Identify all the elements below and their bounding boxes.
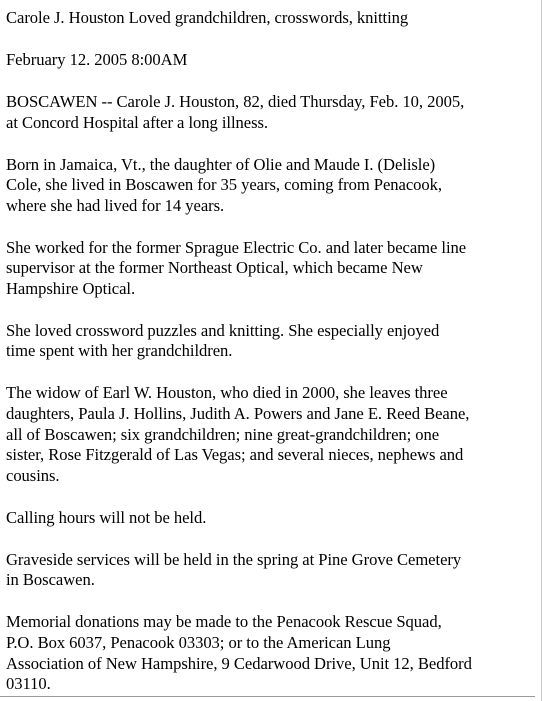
paragraph-line: P.O. Box 6037, Penacook 03303; or to the American Lung	[6, 632, 391, 652]
article-headline: Carole J. Houston Loved grandchildren, crosswords, knitting	[6, 8, 409, 27]
paragraph-line: Hampshire Optical.	[6, 278, 136, 298]
paragraph-line: at Concord Hospital after a long illness.	[6, 112, 269, 132]
paragraph-line: BOSCAWEN -- Carole J. Houston, 82, died Thursday, Feb. 10, 2005,	[6, 91, 465, 111]
paragraph-gap	[6, 216, 540, 237]
paragraph-line: The widow of Earl W. Houston, who died in 2000, she leaves three	[6, 383, 448, 403]
paragraph-gap	[6, 71, 540, 92]
paragraph-gap	[6, 362, 540, 383]
paragraph-line: Association of New Hampshire, 9 Cedarwood Drive, Unit 12, Bedford	[6, 653, 472, 673]
paragraph-line: sister, Rose Fitzgerald of Las Vegas; and several nieces, nephews and	[6, 445, 464, 465]
paragraph-gap	[6, 29, 540, 50]
paragraph-line: daughters, Paula J. Hollins, Judith A. Powers and Jane E. Reed Beane,	[6, 404, 470, 424]
article-paragraphs	[6, 92, 540, 695]
article-dateline: February 12. 2005 8:00AM	[6, 49, 188, 69]
paragraph-line: Cole, she lived in Boscawen for 35 years, coming from Penacook,	[6, 175, 443, 195]
paragraph-gap	[6, 300, 540, 321]
paragraph-gap	[6, 133, 540, 154]
article-paragraph	[6, 238, 540, 300]
paragraph-line: all of Boscawen; six grandchildren; nine great-grandchildren; one	[6, 424, 440, 444]
article-paragraph	[6, 550, 540, 591]
paragraph-gap	[6, 486, 540, 507]
article-paragraph	[6, 612, 540, 694]
paragraph-line: supervisor at the former Northeast Optical, which became New	[6, 258, 423, 278]
article-paragraph	[6, 321, 540, 362]
paragraph-line: 03110.	[6, 674, 51, 694]
paragraph-line: Memorial donations may be made to the Penacook Rescue Squad,	[6, 612, 442, 632]
paragraph-line: Graveside services will be held in the spring at Pine Grove Cemetery	[6, 549, 462, 569]
article-paragraph	[6, 383, 540, 486]
article-body	[6, 8, 540, 695]
paragraph-line: where she had lived for 14 years.	[6, 195, 225, 215]
article-paragraph	[6, 508, 540, 529]
article-paragraph	[6, 155, 540, 217]
paragraph-gap	[6, 528, 540, 549]
paragraph-line: She loved crossword puzzles and knitting. She especially enjoyed	[6, 320, 440, 340]
article-paragraph	[6, 92, 540, 133]
paragraph-line: She worked for the former Sprague Electric Co. and later became line	[6, 237, 467, 257]
paragraph-gap	[6, 591, 540, 612]
paragraph-line: Born in Jamaica, Vt., the daughter of Olie and Maude I. (Delisle)	[6, 154, 436, 174]
paragraph-line: time spent with her grandchildren.	[6, 341, 233, 361]
paragraph-line: in Boscawen.	[6, 570, 95, 590]
paragraph-line: cousins.	[6, 465, 60, 485]
bottom-divider	[0, 696, 535, 697]
paragraph-line: Calling hours will not be held.	[6, 507, 207, 527]
